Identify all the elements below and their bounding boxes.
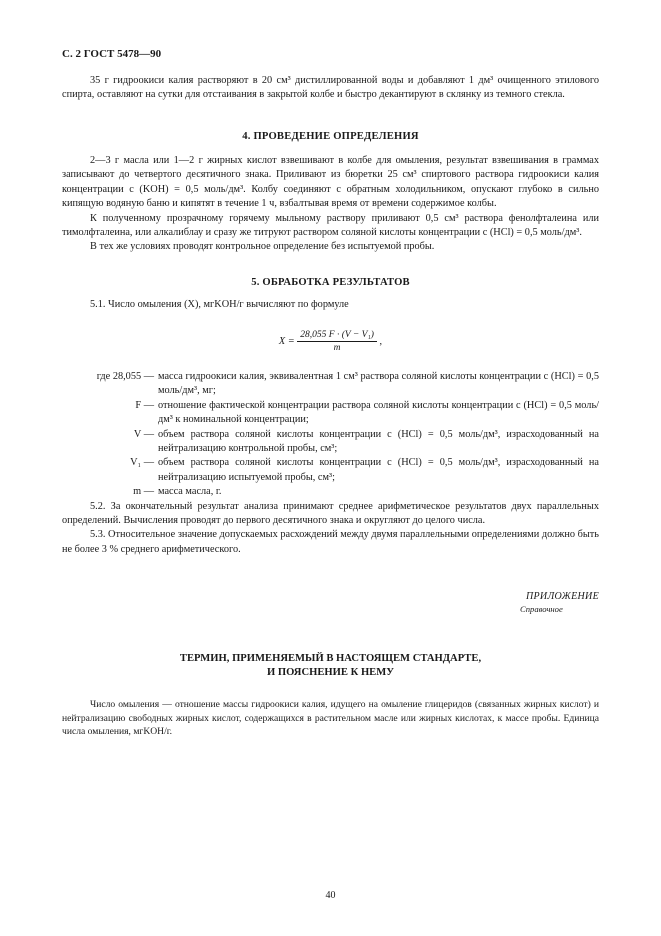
definition-symbol: F — [135, 399, 154, 411]
appendix-title-line-1: ТЕРМИН, ПРИМЕНЯЕМЫЙ В НАСТОЯЩЕМ СТАНДАРТЕ, [179, 653, 482, 664]
appendix-label: ПРИЛОЖЕНИЕ [526, 591, 599, 602]
definition-symbol: V — [133, 428, 154, 440]
intro-paragraph: 35 г гидроокиси калия растворяют в 20 см³ дистиллированной воды и добавляют 1 дм³ очищенного этилового спирта, оставляют на сутки для отстаивания в закрытой колбе и быстро декантируют в склянку из темного стекла. [62, 75, 599, 101]
formula-numerator: 28,055 F · (V − V₁) [297, 330, 377, 342]
definition-text: объем раствора соляной кислоты концентрации с (HCl) = 0,5 моль/дм³, израсходованный на нейтрализацию испытуемой пробы, см³; [158, 457, 599, 483]
section-5-title: 5. ОБРАБОТКА РЕЗУЛЬТАТОВ [251, 277, 410, 288]
definition-text: объем раствора соляной кислоты концентрации с (HCl) = 0,5 моль/дм³, израсходованный на нейтрализацию контрольной пробы, см³; [158, 428, 599, 455]
definition-text: отношение фактической концентрации раствора соляной кислоты концентрации с (HCl) = 0,5 моль/дм³ к номинальной концентрации; [158, 399, 599, 426]
definition-text: масса масла, г. [158, 486, 222, 498]
saponification-formula [62, 330, 599, 353]
appendix-body [62, 698, 599, 739]
section-5-body [62, 0, 599, 936]
definition-symbol: m — [133, 486, 154, 498]
definition-text: масса гидроокиси калия, эквивалентная 1 см³ раствора соляной кислоты концентрации с (HCl) = 0,5 моль/дм³, мг; [158, 371, 599, 397]
formula-denominator: m [333, 343, 341, 353]
section-4-paragraph-2: К полученному прозрачному горячему мыльному раствору приливают 0,5 см³ раствора фенолфталеина или тимолфталеина, или алкалиблау и сразу же титруют раствором соляной кислоты концентрации с (HCl) = 0,5 моль/дм³. [62, 212, 599, 239]
formula-definitions [62, 370, 599, 557]
page-header: С. 2 ГОСТ 5478—90 [62, 48, 162, 60]
section-4-paragraph-1: 2—3 г масла или 1—2 г жирных кислот взвешивают в колбе для омыления, результат взвешивания в граммах записывают до четвертого десятичного знака. Приливают из бюретки 25 см³ спиртового раствора гидроокиси калия концентрации с (KOH) = 0,5 моль/дм³. Колбу соединяют с обратным холодильником, опускают глубоко в сильно кипящую водяную баню и кипятят в течение 1 ч, взбалтывая время от времени содержимое колбы. [62, 155, 599, 210]
section-5-1-paragraph: 5.1. Число омыления (X), мгKOH/г вычисляют по формуле [90, 299, 349, 310]
section-4-title: 4. ПРОВЕДЕНИЕ ОПРЕДЕЛЕНИЯ [242, 131, 419, 142]
definition-row [62, 428, 599, 457]
definition-row [62, 485, 599, 499]
formula-lhs: X = [278, 335, 295, 347]
appendix-title-line-2: И ПОЯСНЕНИЕ К НЕМУ [266, 667, 395, 678]
definition-row [62, 370, 599, 399]
definition-row [62, 399, 599, 428]
page-number: 40 [325, 890, 336, 901]
section-5-3-paragraph: 5.3. Относительное значение допускаемых расхождений между двумя параллельными определениями должно быть не более 3 % среднего арифметического. [62, 529, 599, 555]
definition-row [62, 456, 599, 485]
appendix-subtitle: Справочное [520, 604, 563, 614]
formula-tail: , [379, 335, 383, 347]
appendix-title [62, 652, 599, 680]
formula-fraction [297, 330, 377, 353]
definition-symbol: V₁ — [130, 457, 154, 469]
definition-symbol: где 28,055 — [96, 371, 154, 382]
section-4-paragraph-3: В тех же условиях проводят контрольное определение без испытуемой пробы. [90, 241, 435, 253]
section-5-2-paragraph: 5.2. За окончательный результат анализа принимают среднее арифметическое результатов двух параллельных определений. Вычисления проводят до первого десятичного знака и округляют до целого числа. [62, 500, 599, 527]
appendix-text: Число омыления — отношение массы гидроокиси калия, идущего на омыление глицеридов (связанных жирных кислот) и нейтрализацию свободных жирных кислот, содержащихся в растительном масле или жирных кислотах, к массе пробы. Единица числа омыления, мгKOH/г. [62, 699, 599, 738]
